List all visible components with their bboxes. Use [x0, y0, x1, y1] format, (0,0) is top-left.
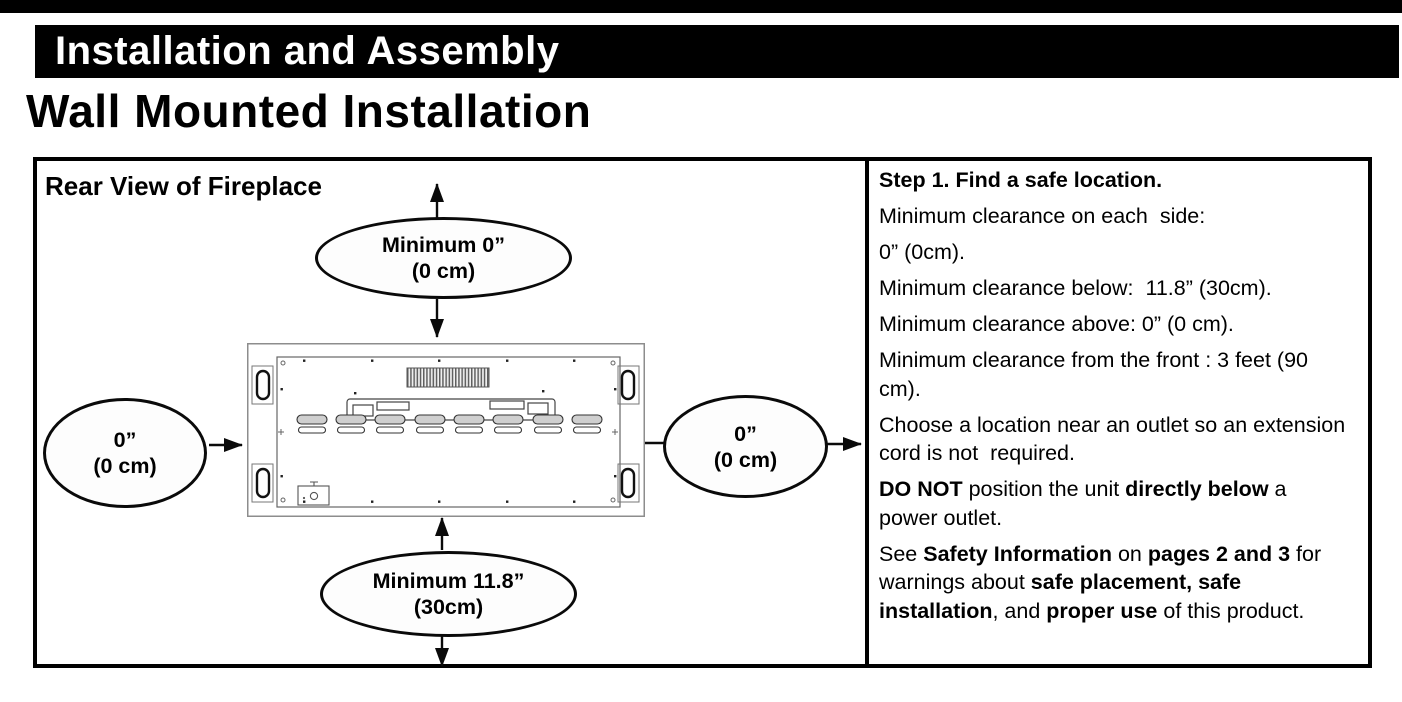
clearance-top-value: Minimum 0” [381, 233, 506, 257]
instruction-paragraph: Minimum clearance below: 11.8” (30cm). [879, 276, 1272, 300]
instruction-paragraph: DO NOT position the unit directly below a power outlet. [879, 477, 1293, 530]
section-title: Installation and Assembly [55, 29, 560, 73]
instructions-pane [869, 161, 1368, 664]
instruction-paragraph: 0” (0cm). [879, 240, 965, 264]
section-banner [35, 25, 1399, 78]
instruction-paragraph: See Safety Information on pages 2 and 3 for warnings about safe placement, safe installation, and proper use of this product. [879, 541, 1328, 623]
clearance-bubble-bottom [320, 551, 577, 637]
instruction-paragraph: Minimum clearance on each side: [879, 204, 1206, 228]
clearance-bottom-metric: (30cm) [413, 595, 484, 619]
clearance-left-value: 0” [113, 428, 137, 452]
diagram-title: Rear View of Fireplace [45, 171, 322, 201]
clearance-bubble-top [315, 217, 572, 299]
instruction-paragraph: Minimum clearance from the front : 3 feet (90 cm). [879, 348, 1314, 401]
instruction-paragraph: Step 1. Find a safe location. [879, 168, 1163, 192]
instruction-paragraphs [879, 166, 1352, 625]
instruction-paragraph: Minimum clearance above: 0” (0 cm). [879, 312, 1234, 336]
diagram-pane [37, 161, 865, 664]
fireplace-rear-view [248, 344, 645, 517]
content-box [33, 157, 1372, 668]
clearance-bubble-right [663, 395, 828, 498]
clearance-right-value: 0” [734, 421, 757, 446]
instruction-paragraph: Choose a location near an outlet so an extension cord is not required. [879, 412, 1352, 465]
clearance-top-metric: (0 cm) [411, 259, 476, 283]
clearance-bottom-value: Minimum 11.8” [372, 569, 525, 593]
clearance-right-metric: (0 cm) [713, 447, 778, 472]
vent-grille [407, 368, 489, 387]
page-title: Wall Mounted Installation [26, 85, 592, 137]
clearance-left-metric: (0 cm) [93, 454, 157, 478]
top-rule [0, 0, 1402, 13]
clearance-bubble-left [43, 398, 207, 508]
